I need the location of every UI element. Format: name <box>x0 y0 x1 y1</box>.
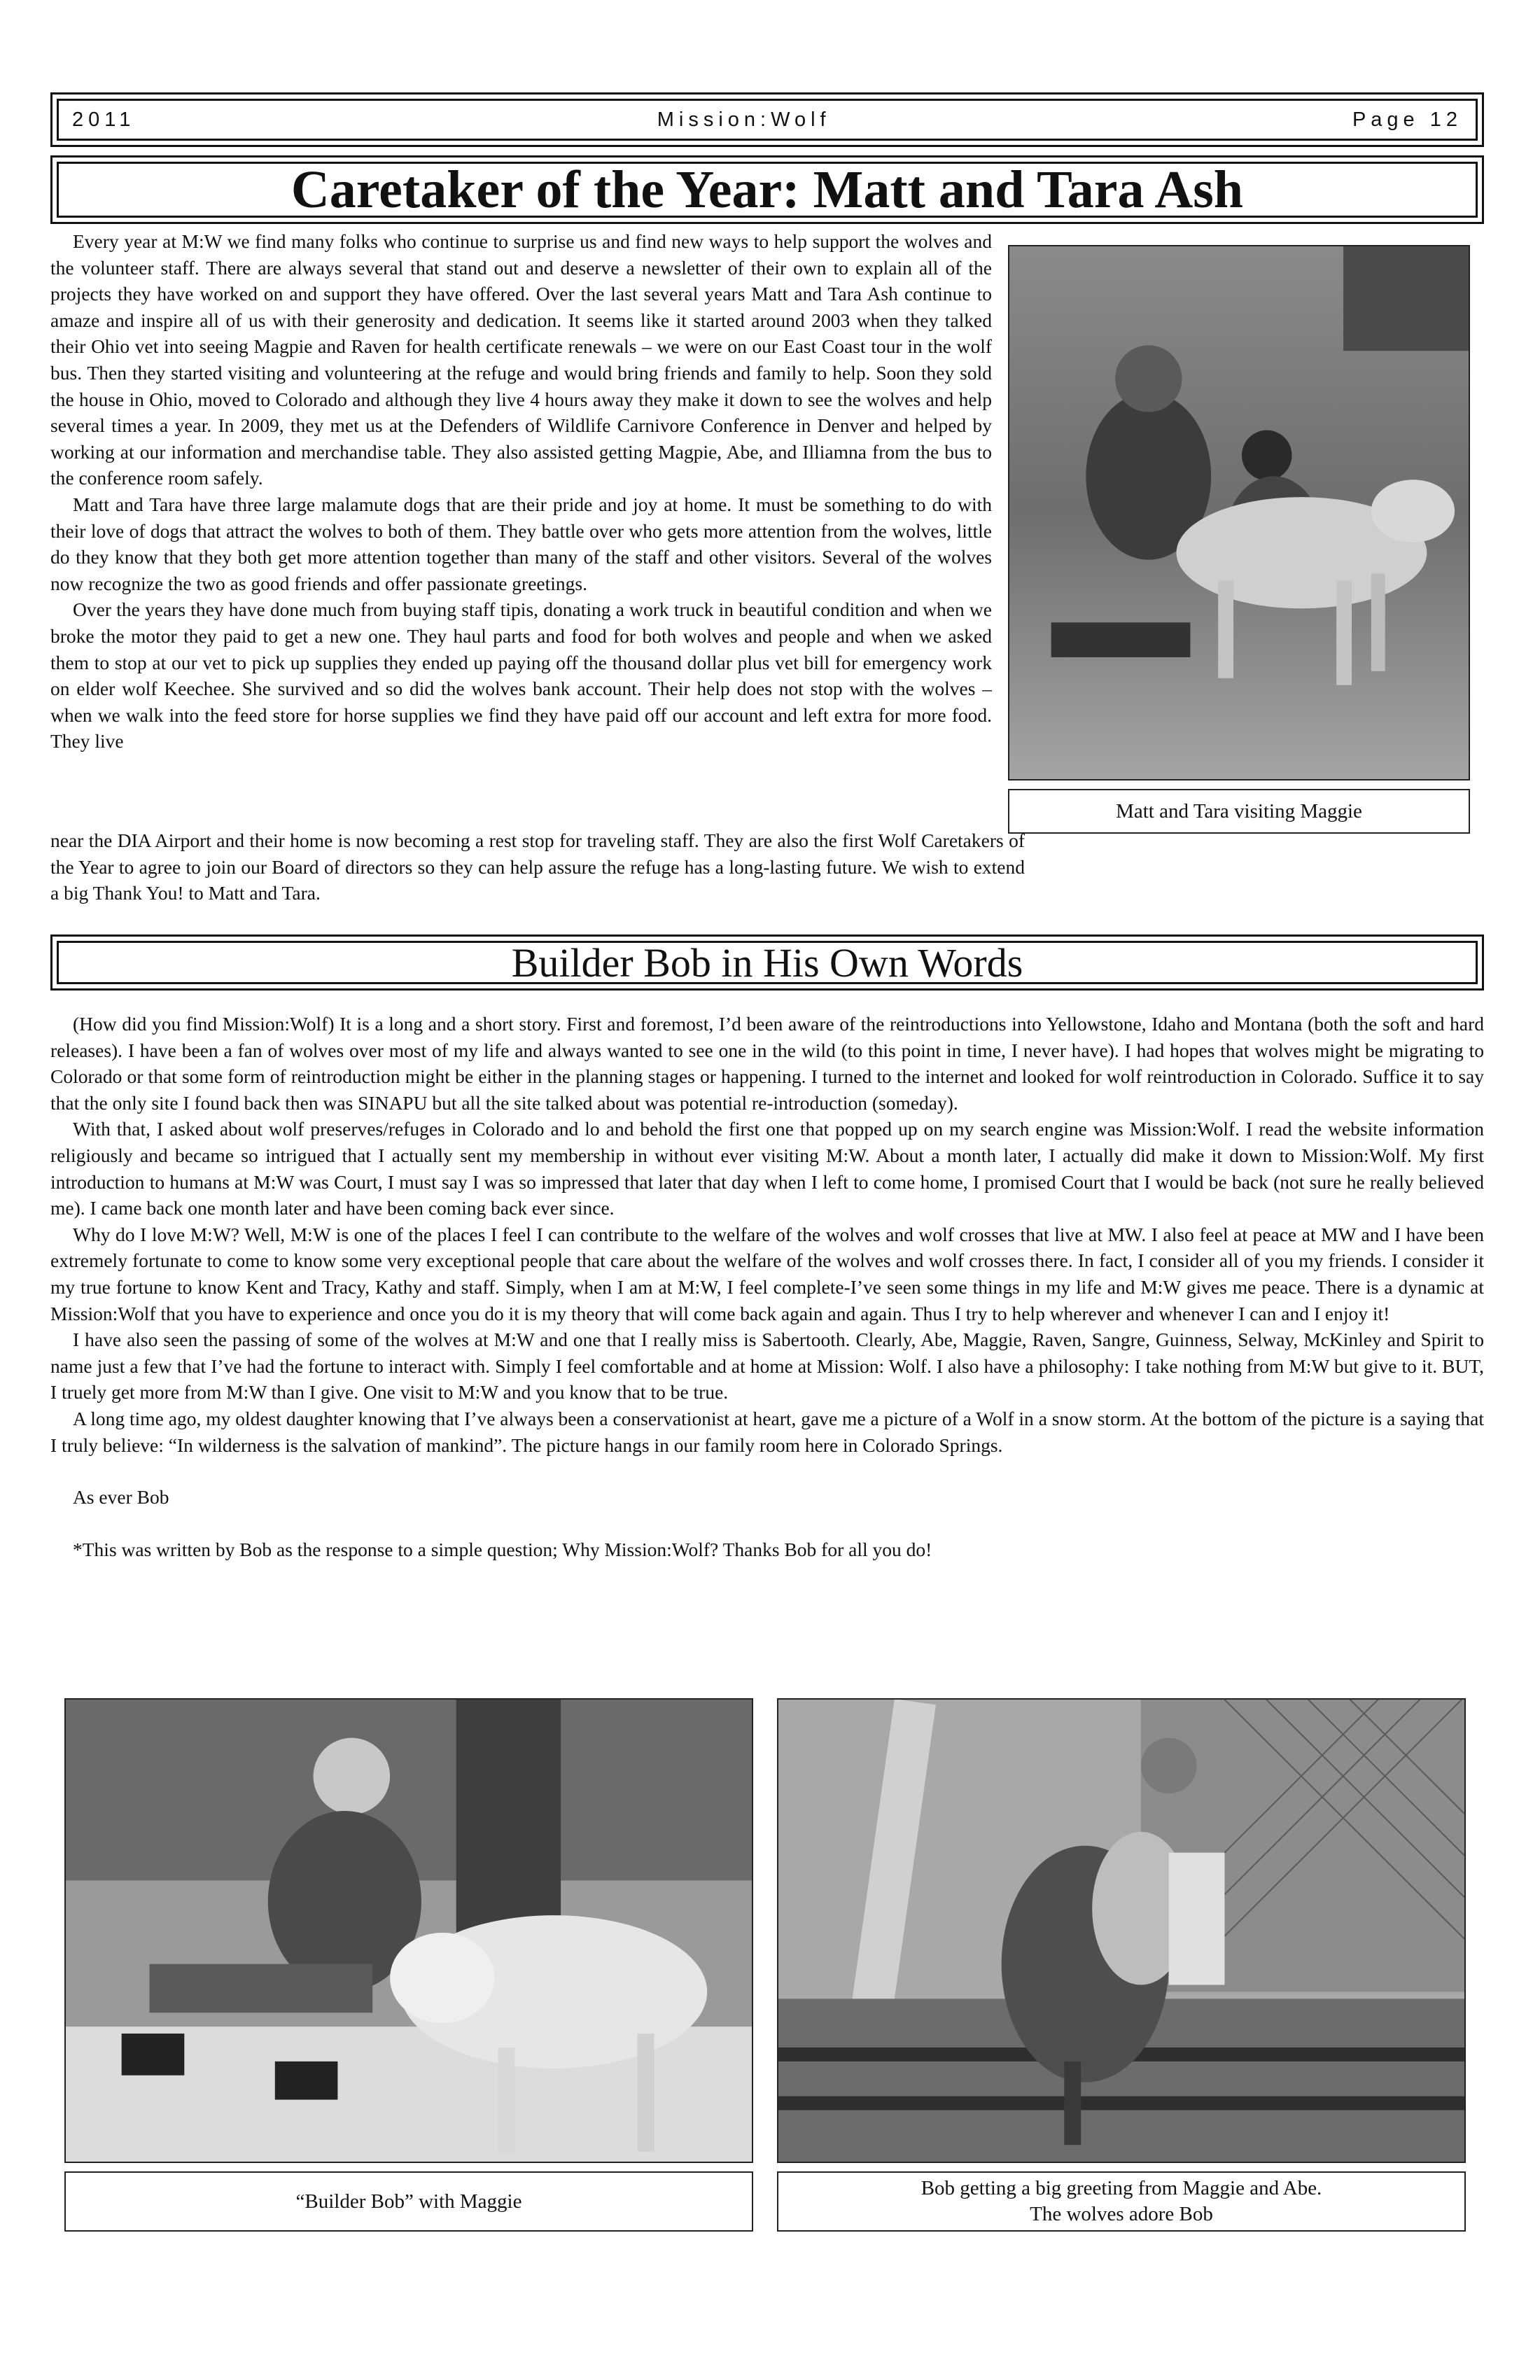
photo-caption-matt-tara: Matt and Tara visiting Maggie <box>1008 789 1470 834</box>
photo-builder-bob-maggie <box>64 1698 753 2163</box>
page-header <box>50 92 1484 147</box>
article2-paragraph-4: I have also seen the passing of some of the wolves at M:W and one that I really miss is Sabertooth. Clearly, Abe, Maggie, Raven, Sangre, Guinness, Selway, McKinley and Spirit to name just a few that I’ve had the fortune to interact with. Simply I feel comfortable and at home at Mission: Wolf. I also have a philosophy: I take nothing from M:W but give to it. BUT, I truely get more from M:W than I give. One visit to M:W and you know that to be true. <box>50 1329 1484 1404</box>
photo-caption-bob-greeting-line1: Bob getting a big greeting from Maggie and Abe. <box>920 2177 1322 2199</box>
article1-paragraph-2: Matt and Tara have three large malamute dogs that are their pride and joy at home. It must be something to do with their love of dogs that attract the wolves to both of them. They battle over who gets more attention from the wolves, little do they know that they both get more attention together than many of the staff and other visitors. Several of the wolves now recognize the two as good friends and offer passionate greetings. <box>50 493 992 594</box>
photo-caption-bob-greeting <box>777 2171 1466 2232</box>
header-publication: Mission:Wolf <box>657 108 831 131</box>
article2-paragraph-3: Why do I love M:W? Well, M:W is one of the places I feel I can contribute to the welfare of the wolves and wolf crosses that live at MW. I also feel at peace at MW and I have been extremely fortunate to come to know some very exceptional people that care about the welfare of the wolves and wolf crosses there. In fact, I consider all of you my friends. I consider it my true fortune to know Kent and Tracy, Kathy and staff. Simply, when I am at M:W, I feel complete-I’ve seen some things in my life and M:W gives me peace. There is a dynamic at Mission:Wolf that you have to experience and once you do it is my theory that will come back again and again. Thus I try to help wherever and whenever I can and I enjoy it! <box>50 1223 1484 1324</box>
article2-signoff: As ever Bob <box>73 1486 169 1508</box>
article2-title: Builder Bob in His Own Words <box>50 934 1484 990</box>
article1-body <box>50 228 992 755</box>
photo-caption-builder-bob: “Builder Bob” with Maggie <box>64 2171 753 2232</box>
article2-paragraph-2: With that, I asked about wolf preserves/refuges in Colorado and lo and behold the first one that popped up on my search engine was Mission:Wolf. I read the website information religiously and became so intrigued that I actually sent my membership in without ever visiting M:W. About a month later, I actually did make it down to Mission:Wolf. My first introduction to humans at M:W was Court, I must say I was so impressed that later that day when I left to come home, I promised Court that I would be back (not sure he really believed me). I came back one month later and have been coming back ever since. <box>50 1118 1484 1219</box>
photo-matt-tara-maggie <box>1008 245 1470 780</box>
photo-bob-greeting-wolves <box>777 1698 1466 2163</box>
article1-title: Caretaker of the Year: Matt and Tara Ash <box>50 155 1484 224</box>
article2-paragraph-5: A long time ago, my oldest daughter knowing that I’ve always been a conservationist at heart, gave me a picture of a Wolf in a snow storm. At the bottom of the picture is a saying that I truly believe: “In wilderness is the salvation of mankind”. The picture hangs in our family room here in Colorado Springs. <box>50 1407 1484 1456</box>
header-page-number: Page 12 <box>1352 108 1462 131</box>
article1-body-closing <box>50 827 1025 906</box>
article2-paragraph-1: (How did you find Mission:Wolf) It is a long and a short story. First and foremost, I’d been aware of the reintroductions into Yellowstone, Idaho and Montana (both the soft and hard releases). I have been a fan of wolves over most of my life and always wanted to see one in the wild (to this point in time, I never have). I had hopes that wolves might be migrating to Colorado or that some form of reintroduction might be either in the planning stages or happening. I turned to the internet and looked for wolf reintroduction in Colorado. Suffice it to say that the only site I found back then was SINAPU but all the site talked about was potential re-introduction (someday). <box>50 1013 1484 1114</box>
article2-body <box>50 1011 1484 1562</box>
article1-paragraph-3: Over the years they have done much from buying staff tipis, donating a work truck in beautiful condition and when we broke the motor they paid to get a new one. They haul parts and food for both wolves and people and when we asked them to stop at our vet to pick up supplies they ended up paying off the thousand dollar plus vet bill for emergency work on elder wolf Keechee. She survived and so did the wolves bank account. Their help does not stop with the wolves – when we walk into the feed store for horse supplies we find they have paid off our account and left extra for more food. They live <box>50 598 992 752</box>
header-year: 2011 <box>72 108 136 131</box>
article1-paragraph-1: Every year at M:W we find many folks who continue to surprise us and find new ways to help support the wolves and the volunteer staff. There are always several that stand out and deserve a newsletter of their own to explain all of the projects they have worked on and support they have offered. Over the last several years Matt and Tara Ash continue to amaze and inspire all of us with their generosity and dedication. It seems like it started around 2003 when they talked their Ohio vet into seeing Magpie and Raven for health certificate renewals – we were on our East Coast tour in the wolf bus. Then they started visiting and volunteering at the refuge and would bring friends and family to help. Soon they sold the house in Ohio, moved to Colorado and although they live 4 hours away they make it down to see the wolves and help several times a year. In 2009, they met us at the Defenders of Wildlife Carnivore Conference in Denver and helped by working at our information and merchandise table. They also assisted getting Magpie, Abe, and Illiamna from the bus to the conference room safely. <box>50 230 992 489</box>
article1-paragraph-closing: near the DIA Airport and their home is now becoming a rest stop for traveling staff. They are also the first Wolf Caretakers of the Year to agree to join our Board of directors so they can help assure the refuge has a long-lasting future. We wish to extend a big Thank You! to Matt and Tara. <box>50 830 1025 904</box>
photo-caption-bob-greeting-line2: The wolves adore Bob <box>1030 2203 1213 2225</box>
article2-footnote: *This was written by Bob as the response to a simple question; Why Mission:Wolf? Thanks Bob for all you do! <box>73 1538 932 1560</box>
